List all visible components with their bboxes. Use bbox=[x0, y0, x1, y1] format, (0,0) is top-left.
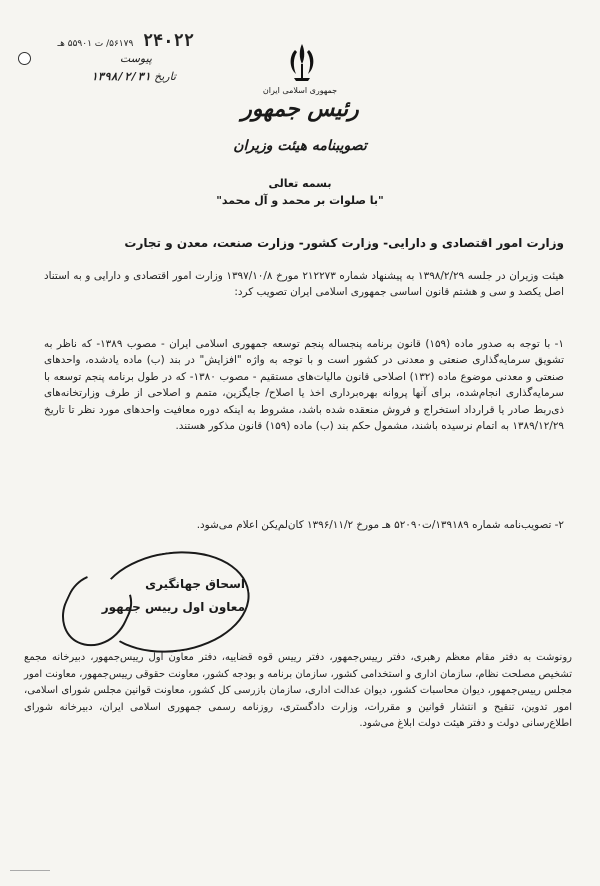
addressee: وزارت امور اقتصادی و دارایی- وزارت کشور- وزارت صنعت، معدن و تجارت bbox=[124, 236, 564, 250]
binder-hole bbox=[18, 52, 31, 65]
president-title: رئیس جمهور bbox=[241, 96, 359, 122]
decree-title: تصویبنامه هیئت وزیران bbox=[233, 138, 367, 154]
iran-emblem-icon bbox=[280, 40, 324, 84]
basmala: بسمه تعالی bbox=[268, 177, 332, 190]
copy-distribution-list: رونوشت به دفتر مقام معظم رهبری، دفتر رییس‌جمهور، دفتر رییس قوه قضاییه، دفتر معاون اول رییس‌جمهور، دبیرخانه مجمع تشخیص مصلحت نظام، سازمان اداری و استخدامی کشور، سازمان برنامه و بودجه کشور، معاونت حقوقی رییس‌جمهور، معاونت امور مجلس رییس‌جمهور، دیوان محاسبات کشور، دیوان عدالت اداری، سازمان بازرسی کل کشور، معاونت قوانین مجلس شورای اسلامی، امور تدوین، تنقیح و انتشار قوانین و مقررات، وزارت دادگستری، روزنامه رسمی جمهوری اسلامی ایران، دبیرخانه شورای اطلاع‌رسانی دولت و دفتر هیئت دولت ابلاغ می‌شود. bbox=[24, 652, 572, 730]
date-label: تاریخ bbox=[154, 70, 176, 83]
republic-label: جمهوری اسلامی ایران bbox=[262, 86, 338, 95]
letter-number-row bbox=[34, 31, 194, 51]
reference-number: ۵۶۱۷۹/ ت ۵۵۹۰۱ هـ bbox=[57, 39, 134, 49]
attachment-row bbox=[92, 52, 152, 65]
letter-number: ۲۴۰۲۲ bbox=[142, 31, 194, 51]
scan-edge-mark bbox=[10, 870, 50, 871]
clause-2: ۲- تصویب‌نامه شماره ۱۳۹۱۸۹/ت۵۲۰۹۰ هـ مورخ ۱۳۹۶/۱۱/۲ کان‌لم‌یکن اعلام می‌شود. bbox=[196, 519, 564, 531]
salawat: "با صلوات بر محمد و آل محمد" bbox=[216, 194, 384, 207]
date-value: ۱۳۹۸/۲/۳۱ bbox=[91, 70, 151, 83]
attachment-label: پیوست bbox=[119, 52, 152, 65]
intro-paragraph: هیئت وزیران در جلسه ۱۳۹۸/۲/۲۹ به پیشنهاد شماره ۲۱۲۲۷۳ مورخ ۱۳۹۷/۱۰/۸ وزارت امور اقتصادی و دارایی و به استناد اصل یکصد و سی و هشتم قانون اساسی جمهوری اسلامی ایران تصویب کرد: bbox=[44, 270, 564, 299]
signer-name: اسحاق جهانگیری bbox=[145, 577, 245, 591]
clause-1: ۱- با توجه به صدور ماده (۱۵۹) قانون برنامه پنجساله پنجم توسعه جمهوری اسلامی ایران - مصوب ۱۳۸۹- که ناظر به تشویق سرمایه‌گذاری صنعتی و معدنی در کشور است و با توجه به واژه "افزایش" در بند (ب) ماده یادشده، واحدهای صنعتی و معدنی موضوع ماده (۱۳۲) اصلاحی قانون مالیات‌های مستقیم - مصوب ۱۳۸۰- که در طول برنامه پنجم توسعه با سرمایه‌گذاری انجام‌شده، برای آنها پروانه بهره‌برداری اخذ یا اصلاح/ جایگزین، متمم و اصلاحی از طرف وزارتخانه‌های ذی‌ربط صادر یا قرارداد استخراج و فروش منعقده شده باشد، مشروط به اینکه دوره معافیت واحدهای مورد نظر تا تاریخ ۱۳۸۹/۱۲/۲۹ به اتمام نرسیده باشند، مشمول حکم بند (ب) ماده (۱۵۹) قانون مذکور هستند. bbox=[44, 338, 564, 433]
date-row bbox=[36, 70, 176, 83]
signer-title: معاون اول رییس جمهور bbox=[101, 600, 245, 614]
